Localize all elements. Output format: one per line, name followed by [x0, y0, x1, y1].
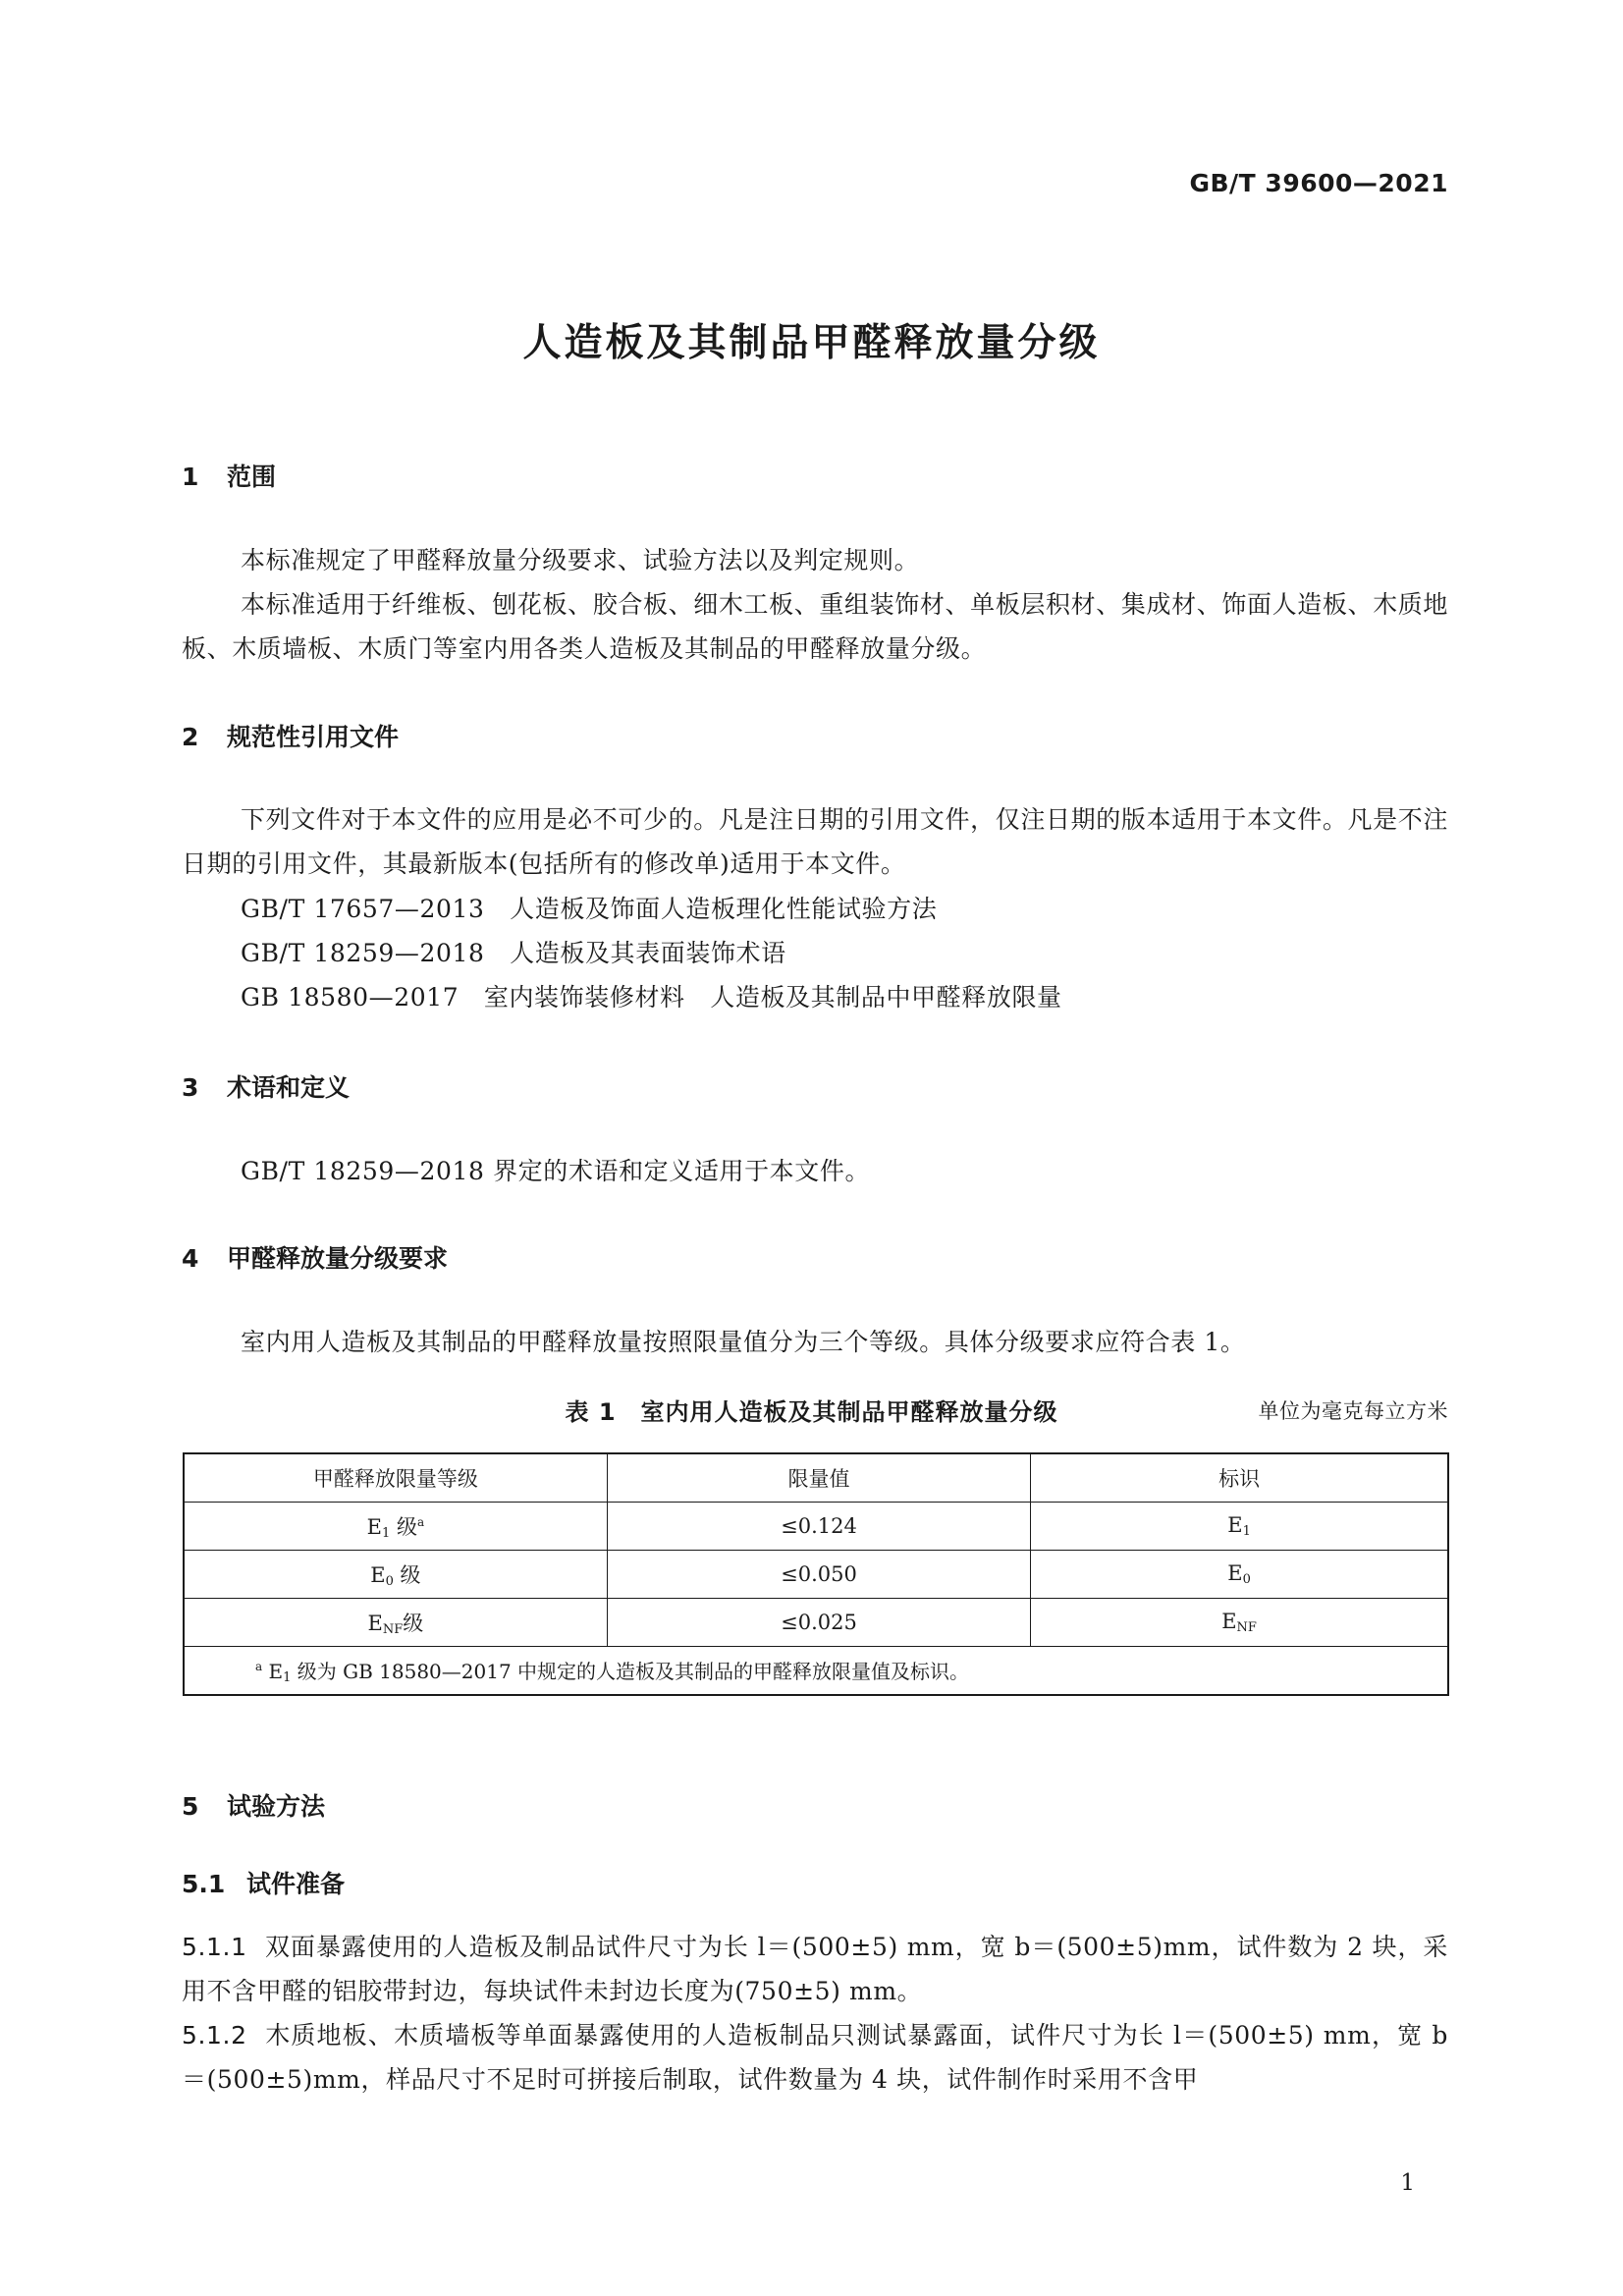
column-header: 标识 — [1031, 1453, 1448, 1503]
section-1-heading — [182, 458, 276, 493]
standard-code: GB/T 39600—2021 — [1189, 169, 1448, 197]
section-title: 范围 — [227, 463, 277, 491]
reference-item: GB 18580—2017 室内装饰装修材料 人造板及其制品中甲醛释放限量 — [241, 983, 1062, 1011]
clause-text: 木质地板、木质墙板等单面暴露使用的人造板制品只测试暴露面，试件尺寸为长 l＝(500±5) mm，宽 b＝(500±5)mm，样品尺寸不足时可拼接后制取，试件数量为 4 块，试件制作时采用不含甲 — [182, 2021, 1448, 2094]
clause-number: 5.1.1 — [182, 1933, 247, 1961]
clause-number: 5.1.2 — [182, 2021, 247, 2050]
limit-cell: ≤0.124 — [607, 1503, 1030, 1551]
table-row — [184, 1551, 1448, 1599]
grade-cell: $E_1$ 级$^a$ — [184, 1503, 607, 1551]
table-row — [184, 1599, 1448, 1647]
section-2-heading — [182, 718, 399, 753]
table-row — [184, 1503, 1448, 1551]
grade-cell: $E_0$ 级 — [184, 1551, 607, 1599]
section-number: 5 — [182, 1792, 199, 1821]
mark-cell: $E_1$ — [1031, 1503, 1448, 1551]
section-title: 甲醛释放量分级要求 — [227, 1244, 449, 1273]
section-5-heading — [182, 1787, 325, 1823]
limit-cell: ≤0.025 — [607, 1599, 1030, 1647]
table-footnote: $^a$ $E_1$ 级为 GB 18580—2017 中规定的人造板及其制品的甲醛释放限量值及标识。 — [184, 1647, 1448, 1696]
section-title: 规范性引用文件 — [227, 723, 400, 751]
clause-5-1-2 — [182, 2013, 1448, 2102]
section-1-paragraph-1: 本标准规定了甲醛释放量分级要求、试验方法以及判定规则。 — [241, 546, 920, 574]
section-number: 5.1 — [182, 1870, 226, 1898]
section-4-heading — [182, 1239, 448, 1275]
section-title: 试验方法 — [227, 1792, 326, 1821]
column-header: 限量值 — [607, 1453, 1030, 1503]
section-number: 4 — [182, 1244, 199, 1273]
section-title: 术语和定义 — [227, 1073, 351, 1102]
section-title: 试件准备 — [246, 1870, 346, 1898]
limit-cell: ≤0.050 — [607, 1551, 1030, 1599]
section-3-paragraph-1: GB/T 18259—2018 界定的术语和定义适用于本文件。 — [241, 1157, 871, 1185]
table-header-row — [184, 1453, 1448, 1503]
document-title: 人造板及其制品甲醛释放量分级 — [522, 321, 1101, 365]
clause-5-1-1 — [182, 1925, 1448, 2013]
clause-text: 双面暴露使用的人造板及制品试件尺寸为长 l＝(500±5) mm，宽 b＝(500±5)mm，试件数为 2 块，采用不含甲醛的铝胶带封边，每块试件未封边长度为(750±5) mm。 — [182, 1933, 1448, 2005]
table-caption: 表 1 室内用人造板及其制品甲醛释放量分级 — [565, 1398, 1058, 1426]
section-5-1-heading — [182, 1865, 345, 1900]
section-2-paragraph-1: 下列文件对于本文件的应用是必不可少的。凡是注日期的引用文件，仅注日期的版本适用于本文件。凡是不注日期的引用文件，其最新版本(包括所有的修改单)适用于本文件。 — [182, 805, 1448, 878]
reference-item: GB/T 17657—2013 人造板及饰面人造板理化性能试验方法 — [241, 895, 938, 923]
section-number: 1 — [182, 463, 199, 491]
table-unit: 单位为毫克每立方米 — [1258, 1399, 1448, 1423]
section-3-heading — [182, 1068, 350, 1104]
section-number: 2 — [182, 723, 199, 751]
formaldehyde-grade-table — [183, 1452, 1449, 1696]
section-number: 3 — [182, 1073, 199, 1102]
mark-cell: $E_0$ — [1031, 1551, 1448, 1599]
table-note-row — [184, 1647, 1448, 1696]
section-4-paragraph-1: 室内用人造板及其制品的甲醛释放量按照限量值分为三个等级。具体分级要求应符合表 1。 — [241, 1328, 1246, 1356]
reference-item: GB/T 18259—2018 人造板及其表面装饰术语 — [241, 939, 786, 967]
column-header: 甲醛释放限量等级 — [184, 1453, 607, 1503]
mark-cell: $E_{NF}$ — [1031, 1599, 1448, 1647]
page-number: 1 — [1400, 2170, 1415, 2196]
section-1-paragraph-2: 本标准适用于纤维板、刨花板、胶合板、细木工板、重组装饰材、单板层积材、集成材、饰面人造板、木质地板、木质墙板、木质门等室内用各类人造板及其制品的甲醛释放量分级。 — [182, 590, 1448, 663]
grade-cell: $E_{NF}$级 — [184, 1599, 607, 1647]
